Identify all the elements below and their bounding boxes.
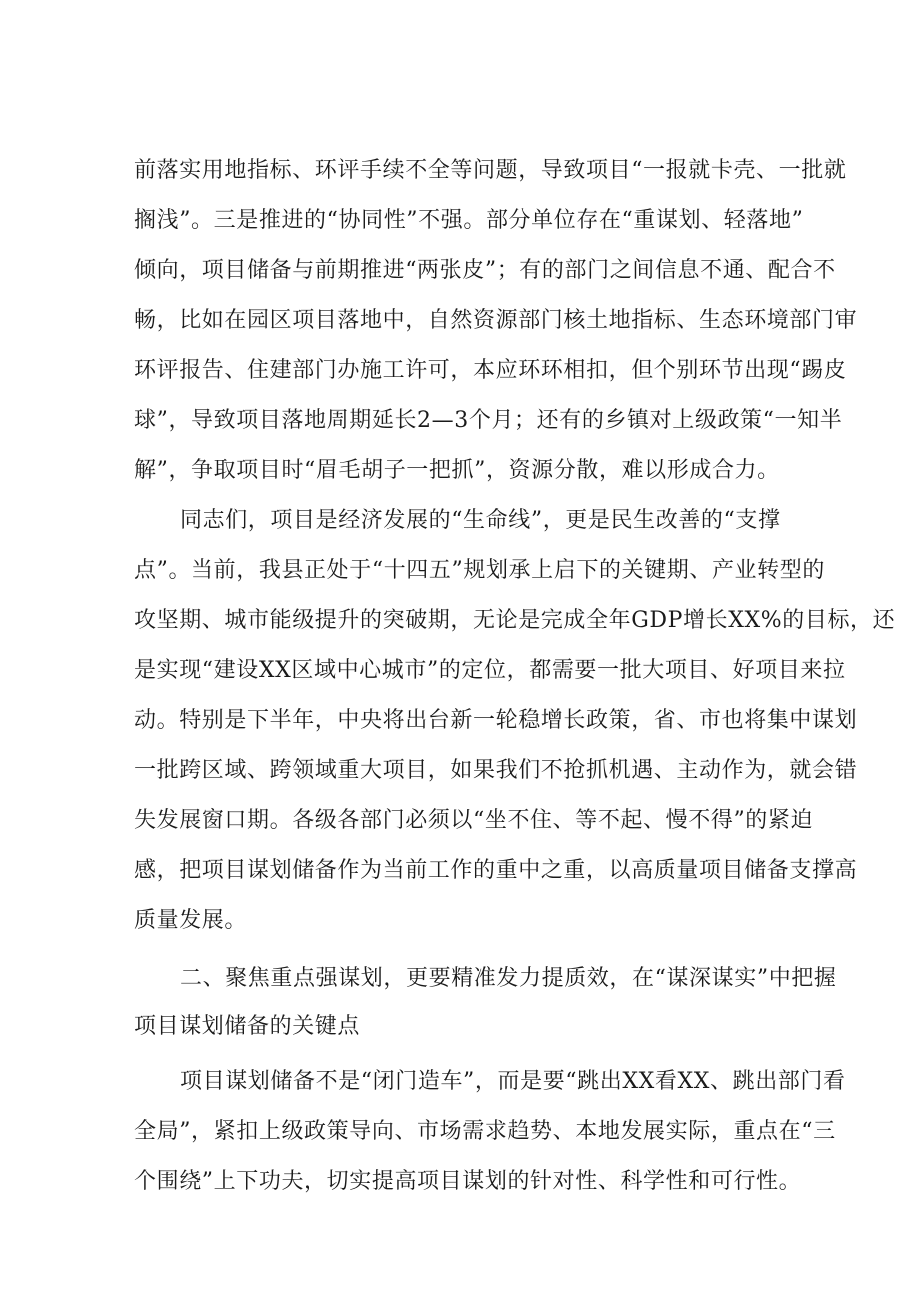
paragraph-2-line: 同志们，项目是经济发展的“生命线”，更是民生改善的“支撑 <box>180 508 781 533</box>
paragraph-3-line: 项目谋划储备不是“闭门造车”，而是要“跳出XX看XX、跳出部门看 <box>180 1069 846 1094</box>
paragraph-1-line: 解”，争取项目时“眉毛胡子一把抓”，资源分散，难以形成合力。 <box>134 458 780 483</box>
paragraph-2-line: 感，把项目谋划储备作为当前工作的重中之重，以高质量项目储备支撑高 <box>134 858 858 883</box>
section-heading-line: 二、聚焦重点强谋划，更要精准发力提质效，在“谋深谋实”中把握 <box>180 966 837 991</box>
paragraph-2-line: 动。特别是下半年，中央将出台新一轮稳增长政策，省、市也将集中谋划 <box>134 708 858 733</box>
paragraph-2-line: 一批跨区域、跨领域重大项目，如果我们不抢抓机遇、主动作为，就会错 <box>134 758 858 783</box>
paragraph-1-line: 畅，比如在园区项目落地中，自然资源部门核土地指标、生态环境部门审 <box>134 308 858 333</box>
paragraph-2-line: 失发展窗口期。各级各部门必须以“坐不住、等不起、慢不得”的紧迫 <box>134 808 814 833</box>
paragraph-1-line: 倾向，项目储备与前期推进“两张皮”；有的部门之间信息不通、配合不 <box>134 258 836 283</box>
paragraph-2-line: 是实现“建设XX区域中心城市”的定位，都需要一批大项目、好项目来拉 <box>134 658 846 683</box>
paragraph-1-line: 球”，导致项目落地周期延长2—3个月；还有的乡镇对上级政策“一知半 <box>134 408 843 433</box>
paragraph-1-line: 前落实用地指标、环评手续不全等问题，导致项目“一报就卡壳、一批就 <box>134 158 847 183</box>
paragraph-3-line: 全局”，紧扣上级政策导向、市场需求趋势、本地发展实际，重点在“三 <box>134 1119 836 1144</box>
paragraph-1-line: 环评报告、住建部门办施工许可，本应环环相扣，但个别环节出现“踢皮 <box>134 358 847 383</box>
paragraph-2-line: 质量发展。 <box>134 908 248 933</box>
paragraph-2-line: 攻坚期、城市能级提升的突破期，无论是完成全年GDP增长XX%的目标，还 <box>134 608 896 633</box>
paragraph-1-line: 搁浅”。三是推进的“协同性”不强。部分单位存在“重谋划、轻落地” <box>134 208 804 233</box>
paragraph-3-line: 个围绕”上下功夫，切实提高项目谋划的针对性、科学性和可行性。 <box>134 1169 802 1194</box>
paragraph-2-line: 点”。当前，我县正处于“十四五”规划承上启下的关键期、产业转型的 <box>134 558 825 583</box>
section-heading-line: 项目谋划储备的关键点 <box>134 1014 361 1039</box>
